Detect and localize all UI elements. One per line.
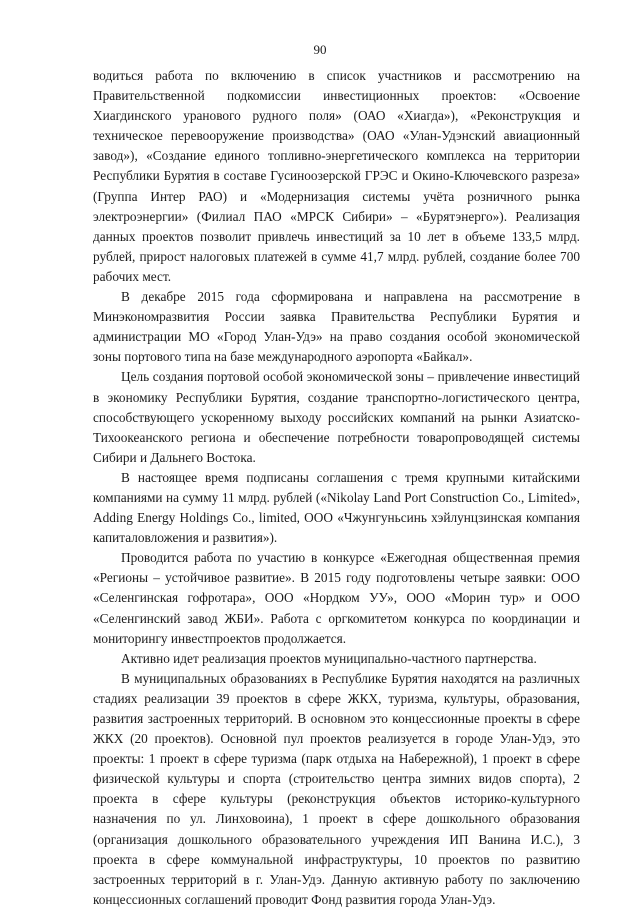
paragraph: Проводится работа по участию в конкурсе «Ежегодная общественная премия «Регионы – устойчивое развитие». В 2015 году подготовлены четыре заявки: ООО «Селенгинская гофротара», ООО «Нордком УУ», ООО «Морин тур» и ООО «Селенгинский завод ЖБИ». Работа с оргкомитетом конкурса по координации и мониторингу инвестпроектов продолжается. [93, 550, 580, 646]
paragraph: водиться работа по включению в список участников и рассмотрению на Правительственной подкомиссии инвестиционных проектов: «Освоение Хиагдинского уранового рудного поля» (ОАО «Хиагда»), «Реконструкция и техническое перевооружение производства» (ОАО «Улан-Удэнский авиационный завод»), «Создание единого топливно-энергетического комплекса на территории Республики Бурятия в составе Гусиноозерской ГРЭС и Окино-Ключевского разреза» (Группа Интер РАО) и «Модернизация системы учёта розничного рынка электроэнергии» (Филиал ПАО «МРСК Сибири» – «Бурятэнерго»). Реализация данных проектов позволит привлечь инвестиций за 10 лет в объеме 133,5 млрд. рублей, прирост налоговых платежей в сумме 41,7 млрд. рублей, создание более 700 рабочих мест. [93, 68, 580, 284]
paragraph: В муниципальных образованиях в Республике Бурятия находятся на различных стадиях реализации 39 проектов в сфере ЖКХ, туризма, культуры, образования, развития застроенных территорий. В основном это концессионные проекты в сфере ЖКХ (20 проектов). Основной пул проектов реализуется в городе Улан-Удэ, это проекты: 1 проект в сфере туризма (парк отдыха на Набережной), 1 проект в сфере физической культуры и спорта (строительство центра зимних видов спорта), 2 проекта в сфере культуры (реконструкция объектов историко-культурного назначения по ул. Линховоина), 1 проект в сфере дошкольного образования (организация дошкольного образовательного учреждения ИП Ванина И.С.), 3 проекта в сфере коммунальной инфраструктуры, 10 проектов по развитию застроенных территорий в г. Улан-Удэ. Данную активную работу по заключению концессионных соглашений проводит Фонд развития города Улан-Удэ. [93, 670, 580, 907]
document-body [93, 66, 580, 910]
paragraph: Цель создания портовой особой экономической зоны – привлечение инвестиций в экономику Республики Бурятия, создание транспортно-логистического центра, способствующего ускоренному выходу российских компаний на рынки Азиатско-Тихоокеанского региона и обеспечение потребности товаропроводящей системы Сибири и Дальнего Востока. [93, 369, 580, 465]
paragraph: В настоящее время подписаны соглашения с тремя крупными китайскими компаниями на сумму 11 млрд. рублей («Nikolay Land Port Construction Co., Limited», Adding Energy Holdings Co., limited, ООО «Чжунгуньсинь хэйлунцзинская компания капиталовложения и развития»). [93, 469, 580, 546]
paragraph: Активно идет реализация проектов муниципально-частного партнерства. [121, 650, 537, 666]
page-number: 90 [313, 42, 327, 57]
paragraph: В декабре 2015 года сформирована и направлена на рассмотрение в Минэкономразвития России заявка Правительства Республики Бурятия и администрации МО «Город Улан-Удэ» на право создания особой экономической зоны портового типа на базе международного аэропорта «Байкал». [93, 289, 580, 365]
